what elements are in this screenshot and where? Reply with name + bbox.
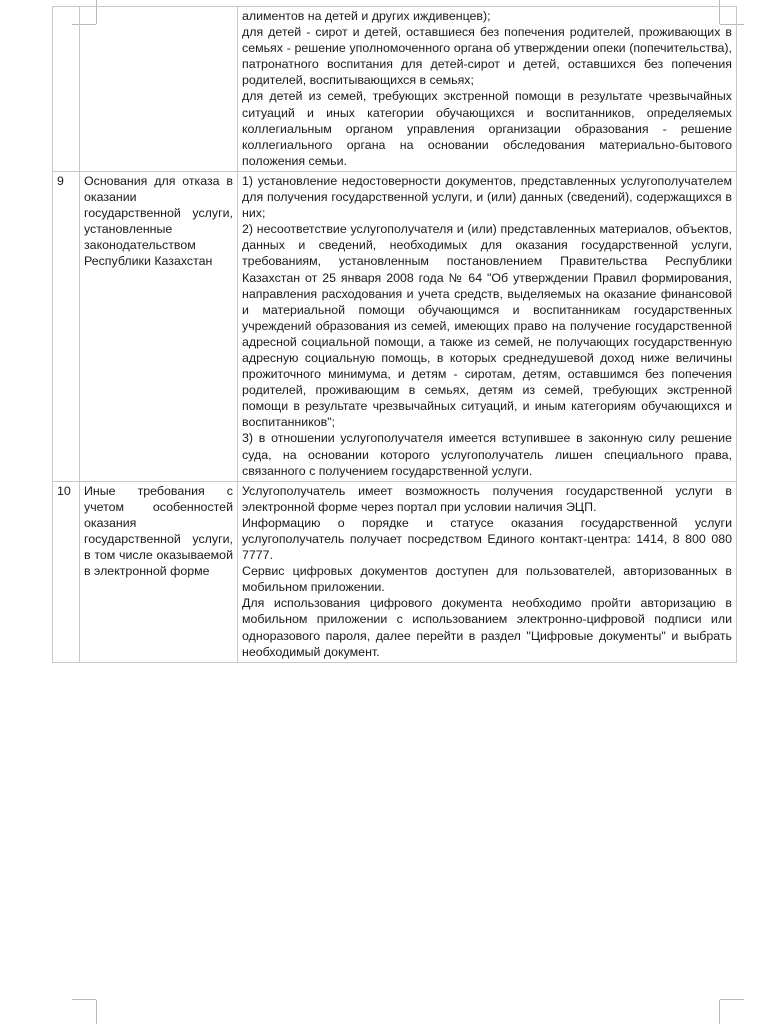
service-standard-table: [52, 6, 737, 663]
row-number: [53, 7, 80, 172]
paragraph: 1) установление недостоверности документов, представленных услугополучателем для получения государственной услуги, и (или) данных (сведений), содержащихся в них;: [242, 173, 732, 221]
row-content: [238, 171, 737, 481]
paragraph: Информацию о порядке и статусе оказания государственной услуги услугополучатель получает посредством Единого контакт-центра: 1414, 8 800 080 7777.: [242, 515, 732, 563]
crop-mark-bottom-right-h: [720, 999, 744, 1000]
row-number: 10: [53, 481, 80, 662]
paragraph: 3) в отношении услугополучателя имеется вступившее в законную силу решение суда, на основании которого услугополучатель лишен специального права, связанного с получением государственной услуги.: [242, 431, 732, 478]
table-row: [53, 7, 737, 172]
row-content: [238, 481, 737, 662]
row-title: Основания для отказа в оказании государственной услуги, установленные законодательством Республики Казахстан: [80, 171, 238, 481]
paragraph: для детей - сирот и детей, оставшиеся без попечения родителей, проживающих в семьях - решение уполномоченного органа об утверждении опеки (попечительства), патронатного воспитания для детей-сирот и детей, оставшихся без попечения родителей, воспитывающихся в семьях;: [242, 25, 732, 88]
row-content: [238, 7, 737, 172]
paragraph: Сервис цифровых документов доступен для пользователей, авторизованных в мобильном приложении.: [242, 564, 732, 595]
row-title: [80, 7, 238, 172]
table-row: [53, 171, 737, 481]
paragraph: Услугополучатель имеет возможность получения государственной услуги в электронной форме через портал при условии наличия ЭЦП.: [242, 483, 732, 514]
paragraph: для детей из семей, требующих экстренной помощи в результате чрезвычайных ситуаций и иных категории обучающихся и воспитанников, определяемых коллегиальным органом управления организации образования - решение коллегиального органа на основании обследования материально-бытового положения семьи.: [242, 89, 732, 168]
row-number: 9: [53, 171, 80, 481]
table-row: [53, 481, 737, 662]
paragraph: 2) несоответствие услугополучателя и (или) представленных материалов, объектов, данных и сведений, необходимых для оказания государственной услуги, требованиям, установленным постановлением Правительства Республики Казахстан от 25 января 2008 года № 64 "Об утверждении Правил формирования, направления расходования и учета средств, выделяемых на оказание финансовой и материальной помощи обучающимся и воспитанникам государственных учреждений образования из семей, имеющих право на получение государственной адресной социальной помощи, а также из семей, не получающих государственную адресную социальную помощь, в которых среднедушевой доход ниже величины прожиточного минимума, и детям - сиротам, детям, оставшимся без попечения родителей, проживающим в семьях, детям из семей, требующих экстренной помощи в результате чрезвычайных ситуаций, и иным категориям обучающихся и воспитанников";: [242, 222, 732, 430]
crop-mark-bottom-right-v: [719, 1000, 720, 1024]
paragraph: алиментов на детей и других иждивенцев);: [242, 9, 491, 23]
row-title: Иные требования с учетом особенностей оказания государственной услуги, в том числе оказываемой в электронной форме: [80, 481, 238, 662]
paragraph: Для использования цифрового документа необходимо пройти авторизацию в мобильном приложении с использованием электронно-цифровой подписи или одноразового пароля, далее перейти в раздел "Цифровые документы" и выбрать необходимый документ.: [242, 596, 732, 659]
crop-mark-bottom-left-v: [96, 1000, 97, 1024]
crop-mark-bottom-left-h: [72, 999, 96, 1000]
